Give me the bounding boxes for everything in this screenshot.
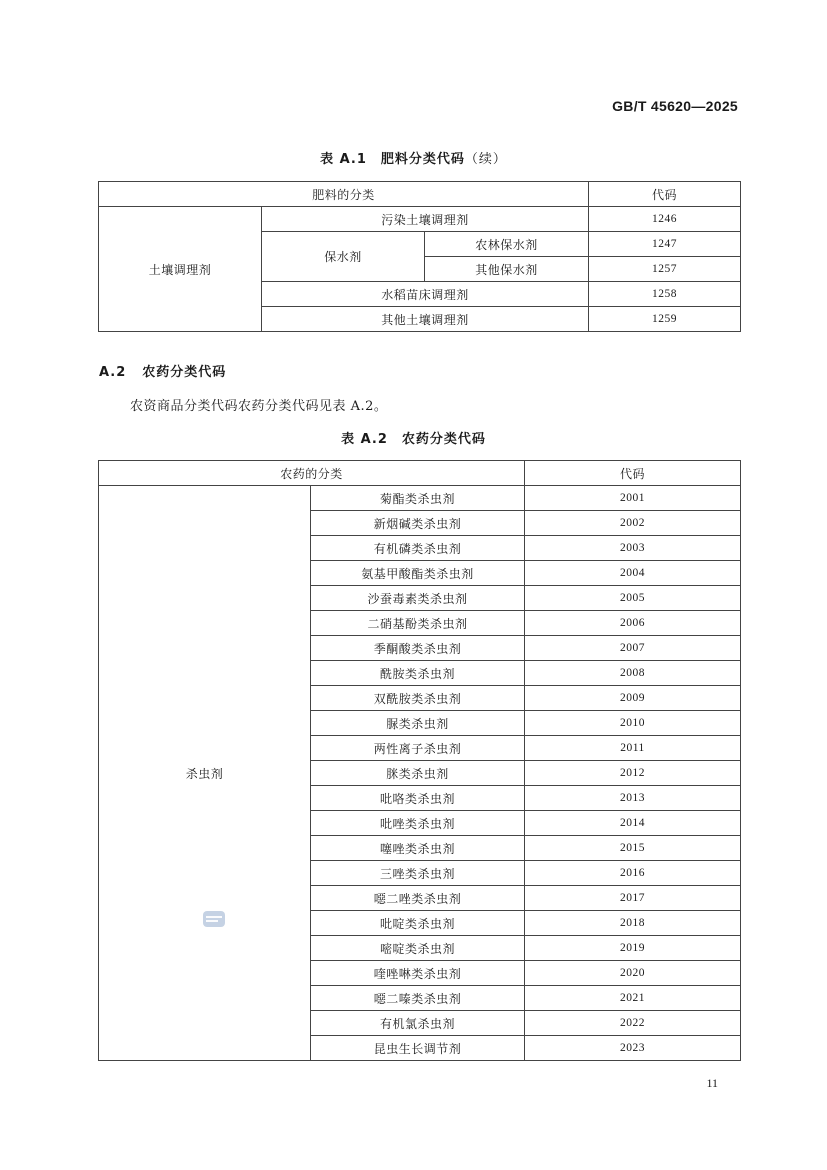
page-number: 11 [706, 1076, 718, 1090]
category-cell: 有机氯杀虫剂 [311, 1011, 525, 1036]
group-cell: 土壤调理剂 [99, 207, 262, 332]
category-cell: 吡咯类杀虫剂 [311, 786, 525, 811]
category-cell: 三唑类杀虫剂 [311, 861, 525, 886]
document-code: GB/T 45620—2025 [612, 98, 738, 114]
table-a1-caption-suffix: （续） [464, 152, 507, 167]
code-cell: 1258 [589, 282, 741, 307]
code-cell: 2017 [525, 886, 741, 911]
category-cell: 双酰胺类杀虫剂 [311, 686, 525, 711]
table-a2-caption: 表 A.2 农药分类代码 [341, 432, 486, 447]
code-cell: 2002 [525, 511, 741, 536]
code-cell: 2005 [525, 586, 741, 611]
code-cell: 2010 [525, 711, 741, 736]
category-cell: 其他保水剂 [425, 257, 589, 282]
header-code: 代码 [589, 182, 741, 207]
code-cell: 2001 [525, 486, 741, 511]
header-category: 农药的分类 [99, 461, 525, 486]
section-title: 农药分类代码 [142, 365, 227, 380]
group-cell: 杀虫剂 [99, 486, 311, 1061]
code-cell: 2006 [525, 611, 741, 636]
code-cell: 2007 [525, 636, 741, 661]
category-cell: 水稻苗床调理剂 [262, 282, 589, 307]
code-cell: 2013 [525, 786, 741, 811]
category-cell: 沙蚕毒素类杀虫剂 [311, 586, 525, 611]
category-cell: 污染土壤调理剂 [262, 207, 589, 232]
category-cell: 脲类杀虫剂 [311, 711, 525, 736]
category-cell: 噁二唑类杀虫剂 [311, 886, 525, 911]
code-cell: 2014 [525, 811, 741, 836]
table-row [99, 486, 741, 511]
code-cell: 2019 [525, 936, 741, 961]
table-row [99, 207, 741, 232]
code-cell: 2008 [525, 661, 741, 686]
category-cell: 喹唑啉类杀虫剂 [311, 961, 525, 986]
code-cell: 1257 [589, 257, 741, 282]
code-cell: 1247 [589, 232, 741, 257]
category-cell: 酰胺类杀虫剂 [311, 661, 525, 686]
category-cell: 噻唑类杀虫剂 [311, 836, 525, 861]
section-a2-heading [99, 361, 226, 380]
category-cell: 吡啶类杀虫剂 [311, 911, 525, 936]
section-number: A.2 [99, 365, 127, 380]
category-cell: 有机磷类杀虫剂 [311, 536, 525, 561]
code-cell: 2015 [525, 836, 741, 861]
code-cell: 2011 [525, 736, 741, 761]
category-cell: 两性离子杀虫剂 [311, 736, 525, 761]
table-a1-caption [0, 148, 827, 167]
code-cell: 2020 [525, 961, 741, 986]
code-cell: 2003 [525, 536, 741, 561]
category-cell: 其他土壤调理剂 [262, 307, 589, 332]
code-cell: 1246 [589, 207, 741, 232]
code-cell: 2016 [525, 861, 741, 886]
code-cell: 2004 [525, 561, 741, 586]
category-cell: 氨基甲酸酯类杀虫剂 [311, 561, 525, 586]
category-cell: 农林保水剂 [425, 232, 589, 257]
table-header-row [99, 182, 741, 207]
category-cell: 噁二嗪类杀虫剂 [311, 986, 525, 1011]
code-cell: 2009 [525, 686, 741, 711]
code-cell: 2022 [525, 1011, 741, 1036]
category-cell: 菊酯类杀虫剂 [311, 486, 525, 511]
category-cell: 昆虫生长调节剂 [311, 1036, 525, 1061]
category-cell: 吡唑类杀虫剂 [311, 811, 525, 836]
code-cell: 2023 [525, 1036, 741, 1061]
code-cell: 1259 [589, 307, 741, 332]
code-cell: 2012 [525, 761, 741, 786]
category-cell: 脒类杀虫剂 [311, 761, 525, 786]
code-cell: 2018 [525, 911, 741, 936]
section-a2-paragraph: 农资商品分类代码农药分类代码见表 A.2。 [130, 399, 388, 414]
sub-group-cell: 保水剂 [262, 232, 425, 282]
table-header-row [99, 461, 741, 486]
code-cell: 2021 [525, 986, 741, 1011]
category-cell: 二硝基酚类杀虫剂 [311, 611, 525, 636]
table-a1-caption-title: 表 A.1 肥料分类代码 [320, 152, 465, 167]
category-cell: 嘧啶类杀虫剂 [311, 936, 525, 961]
header-category: 肥料的分类 [99, 182, 589, 207]
category-cell: 新烟碱类杀虫剂 [311, 511, 525, 536]
table-a1 [98, 181, 741, 332]
category-cell: 季酮酸类杀虫剂 [311, 636, 525, 661]
watermark-logo-icon [202, 908, 226, 930]
table-a2 [98, 460, 741, 1061]
header-code: 代码 [525, 461, 741, 486]
